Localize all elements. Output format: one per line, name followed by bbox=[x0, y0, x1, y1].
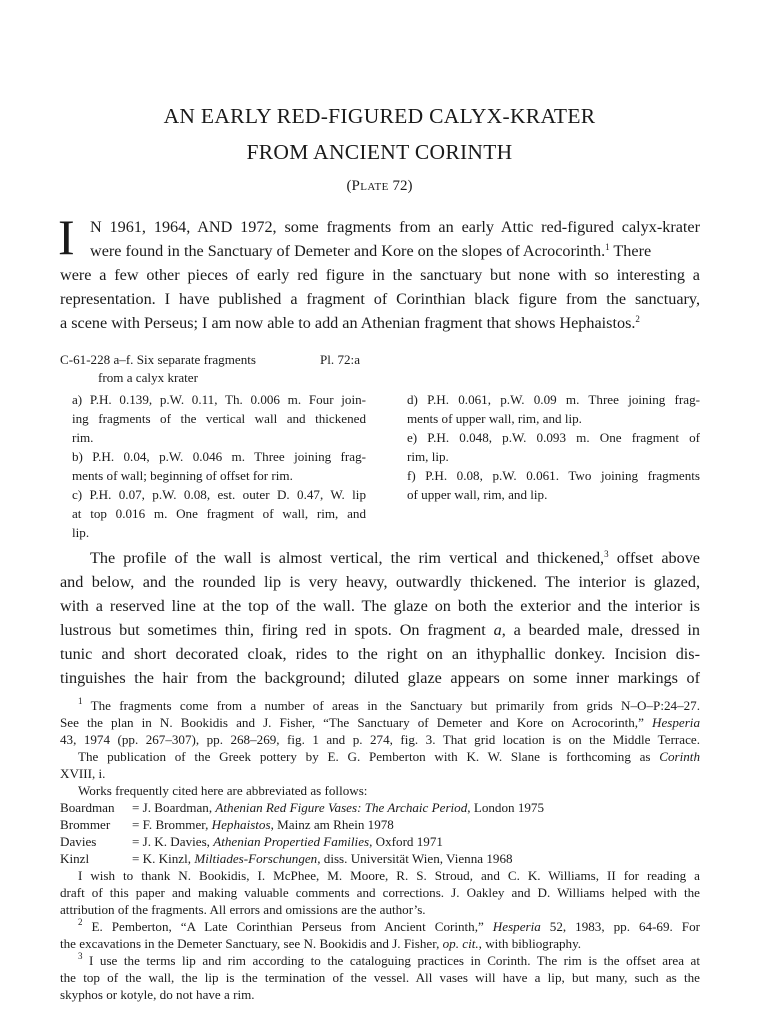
footnote-3-line: the top of the wall, the lip is the termination of the vessel. All vases will have a lip, but many, such as the bbox=[60, 970, 700, 985]
intro-line-3: were a few other pieces of early red figure in the sanctuary but none with so interesting a bbox=[60, 266, 700, 284]
footnote-2-line: the excavations in the Demeter Sanctuary, see N. Bookidis and J. Fisher, op. cit., with bibliography. bbox=[60, 936, 582, 951]
catalogue-left-line: b) P.H. 0.04, p.W. 0.046 m. Three joining frag- bbox=[72, 449, 366, 464]
intro-line-1: N 1961, 1964, AND 1972, some fragments from an early Attic red-figured calyx-krater bbox=[90, 218, 700, 236]
body-line-6: tinguishes the hair from the background; diluted glaze appears on some inner markings of bbox=[60, 669, 700, 687]
footnote-2-line: $^2$ E. Pemberton, “A Late Corinthian Perseus from Ancient Corinth,” Hesperia 52, 1983, pp. 64-69. For bbox=[78, 917, 700, 934]
plate-reference: (Plate 72) bbox=[346, 178, 413, 194]
body-line-1: The profile of the wall is almost vertical, the rim vertical and thickened,$^3$ offset above bbox=[90, 549, 700, 567]
body-line-4: lustrous but sometimes thin, firing red in spots. On fragment a, a bearded male, dressed in bbox=[60, 621, 700, 639]
article-title-line-2: FROM ANCIENT CORINTH bbox=[246, 140, 513, 164]
intro-line-4: representation. I have published a fragment of Corinthian black figure from the sanctuary, bbox=[60, 290, 700, 308]
plate-label: Plate bbox=[351, 178, 389, 194]
catalogue-left-line: at top 0.016 m. One fragment of wall, rim, and bbox=[72, 506, 366, 521]
footnote-1-line: See the plan in N. Bookidis and J. Fisher, “The Sanctuary of Demeter and Kore on Acrocorinth,” Hesperia bbox=[60, 715, 700, 730]
catalogue-left-line: lip. bbox=[72, 525, 90, 540]
acknowledgement-line: attribution of the fragments. All errors and omissions are the author’s. bbox=[60, 902, 426, 917]
catalogue-right-line: e) P.H. 0.048, p.W. 0.093 m. One fragment of bbox=[407, 430, 700, 445]
footnote-1-line: XVIII, i. bbox=[60, 766, 106, 781]
catalogue-left-line: rim. bbox=[72, 430, 94, 445]
footnote-1-line: Works frequently cited here are abbreviated as follows: bbox=[78, 783, 368, 798]
catalogue-left-line: a) P.H. 0.139, p.W. 0.11, Th. 0.006 m. Four join- bbox=[72, 392, 366, 407]
catalogue-right-line: rim, lip. bbox=[407, 449, 449, 464]
footnote-1-line: 43, 1974 (pp. 267–307), pp. 268–269, fig. 1 and p. 274, fig. 3. That grid location is on the Middle Terrace. bbox=[60, 732, 700, 747]
catalogue-right-line: d) P.H. 0.061, p.W. 0.09 m. Three joining frag- bbox=[407, 392, 700, 407]
catalogue-right-line: ments of upper wall, rim, and lip. bbox=[407, 411, 582, 426]
footnote-ref-1[interactable]: 1 bbox=[605, 242, 610, 252]
acknowledgement-line: draft of this paper and making valuable comments and corrections. J. Oakley and D. Williams helped with the bbox=[60, 885, 700, 900]
abbreviation-row: Boardman = J. Boardman, Athenian Red Figure Vases: The Archaic Period, London 1975 bbox=[60, 800, 545, 815]
catalogue-left-line: ing fragments of the vertical wall and thickened bbox=[72, 411, 366, 426]
footnote-ref-3[interactable]: 3 bbox=[604, 549, 609, 559]
intro-line-5: a scene with Perseus; I am now able to add an Athenian fragment that shows Hephaistos.$^2$ bbox=[60, 314, 640, 332]
abbreviation-row: Brommer = F. Brommer, Hephaistos, Mainz am Rhein 1978 bbox=[60, 817, 394, 832]
abbreviation-row: Davies = J. K. Davies, Athenian Propertied Families, Oxford 1971 bbox=[60, 834, 443, 849]
catalogue-plate-ref: Pl. 72:a bbox=[320, 352, 361, 367]
catalogue-right-line: f) P.H. 0.08, p.W. 0.061. Two joining fragments bbox=[407, 468, 700, 483]
footnote-1-line: $^1$ The fragments come from a number of areas in the Sanctuary but primarily from grids N–O–P:24–27. bbox=[78, 696, 700, 713]
catalogue-left-line: c) P.H. 0.07, p.W. 0.08, est. outer D. 0.47, W. lip bbox=[72, 487, 366, 502]
intro-line-2: were found in the Sanctuary of Demeter and Kore on the slopes of Acrocorinth.$^1$ There bbox=[90, 242, 652, 260]
abbreviation-row: Kinzl = K. Kinzl, Miltiades-Forschungen, diss. Universität Wien, Vienna 1968 bbox=[60, 851, 513, 866]
footnote-1-line: The publication of the Greek pottery by E. G. Pemberton with K. W. Slane is forthcoming as Corinth bbox=[78, 749, 700, 764]
body-line-3: with a reserved line at the top of the wall. The glaze on both the exterior and the interior is bbox=[60, 597, 700, 615]
catalogue-right-line: of upper wall, rim, and lip. bbox=[407, 487, 548, 502]
drop-cap: I bbox=[58, 209, 75, 265]
catalogue-entry-id: C-61-228 a–f. Six separate fragments bbox=[60, 352, 256, 367]
acknowledgement-line: I wish to thank N. Bookidis, I. McPhee, M. Moore, R. S. Stroud, and C. K. Williams, II for reading a bbox=[78, 868, 700, 883]
footnote-ref-2[interactable]: 2 bbox=[635, 314, 640, 324]
catalogue-left-line: ments of wall; beginning of offset for rim. bbox=[72, 468, 293, 483]
footnote-3-line: skyphos or kotyle, do not have a rim. bbox=[60, 987, 255, 1002]
catalogue-entry-subtitle: from a calyx krater bbox=[98, 370, 198, 385]
article-title-line-1: AN EARLY RED-FIGURED CALYX-KRATER bbox=[163, 104, 596, 128]
body-line-2: and below, and the rounded lip is very heavy, outwardly thickened. The interior is glazed, bbox=[60, 573, 700, 591]
footnote-3-line: $^3$ I use the terms lip and rim according to the cataloguing practices in Corinth. The rim is the offset area at bbox=[78, 951, 700, 968]
body-line-5: tunic and short decorated cloak, rides to the right on an ithyphallic donkey. Incision dis- bbox=[60, 645, 700, 663]
